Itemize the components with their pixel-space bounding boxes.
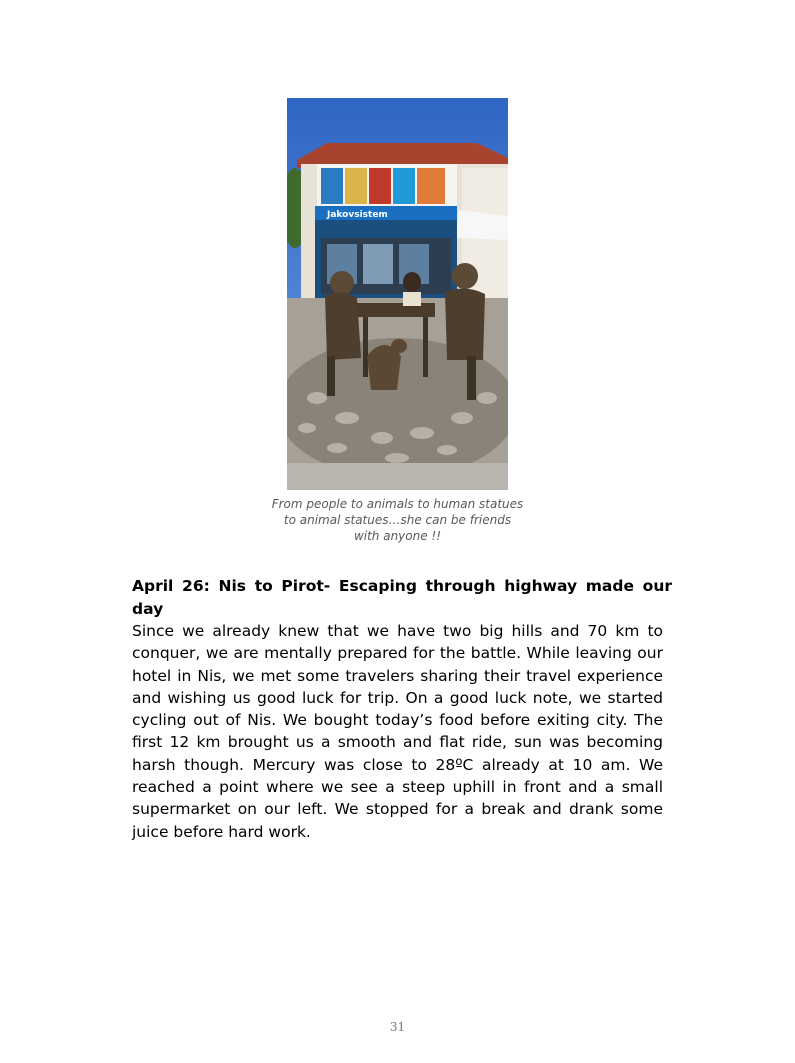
page-number: 31: [389, 1020, 406, 1034]
body-paragraph: Since we already knew that we have two big hills and 70 km to conquer, we are mentally prepared for the battle. While leaving our hotel in Nis, we met some travelers sharing their travel experience and wishing us good luck for trip. On a good luck note, we started cycling out of Nis. We bought today’s food before exiting city. The first 12 km brought us a smooth and flat ride, sun was becoming harsh though. Mercury was close to 28ºC already at 10 am. We reached a point where we see a steep uphill in front and a small supermarket on our left. We stopped for a break and drank some juice before hard work.: [132, 622, 663, 841]
photo-caption: From people to animals to human statues to animal statues…she can be friends with anyone !!: [271, 497, 524, 543]
section-heading: April 26: Nis to Pirot- Escaping through highway made our day: [132, 577, 672, 618]
statue-photo: [287, 98, 508, 490]
shop-sign-text: Jakovsistem: [327, 210, 388, 220]
